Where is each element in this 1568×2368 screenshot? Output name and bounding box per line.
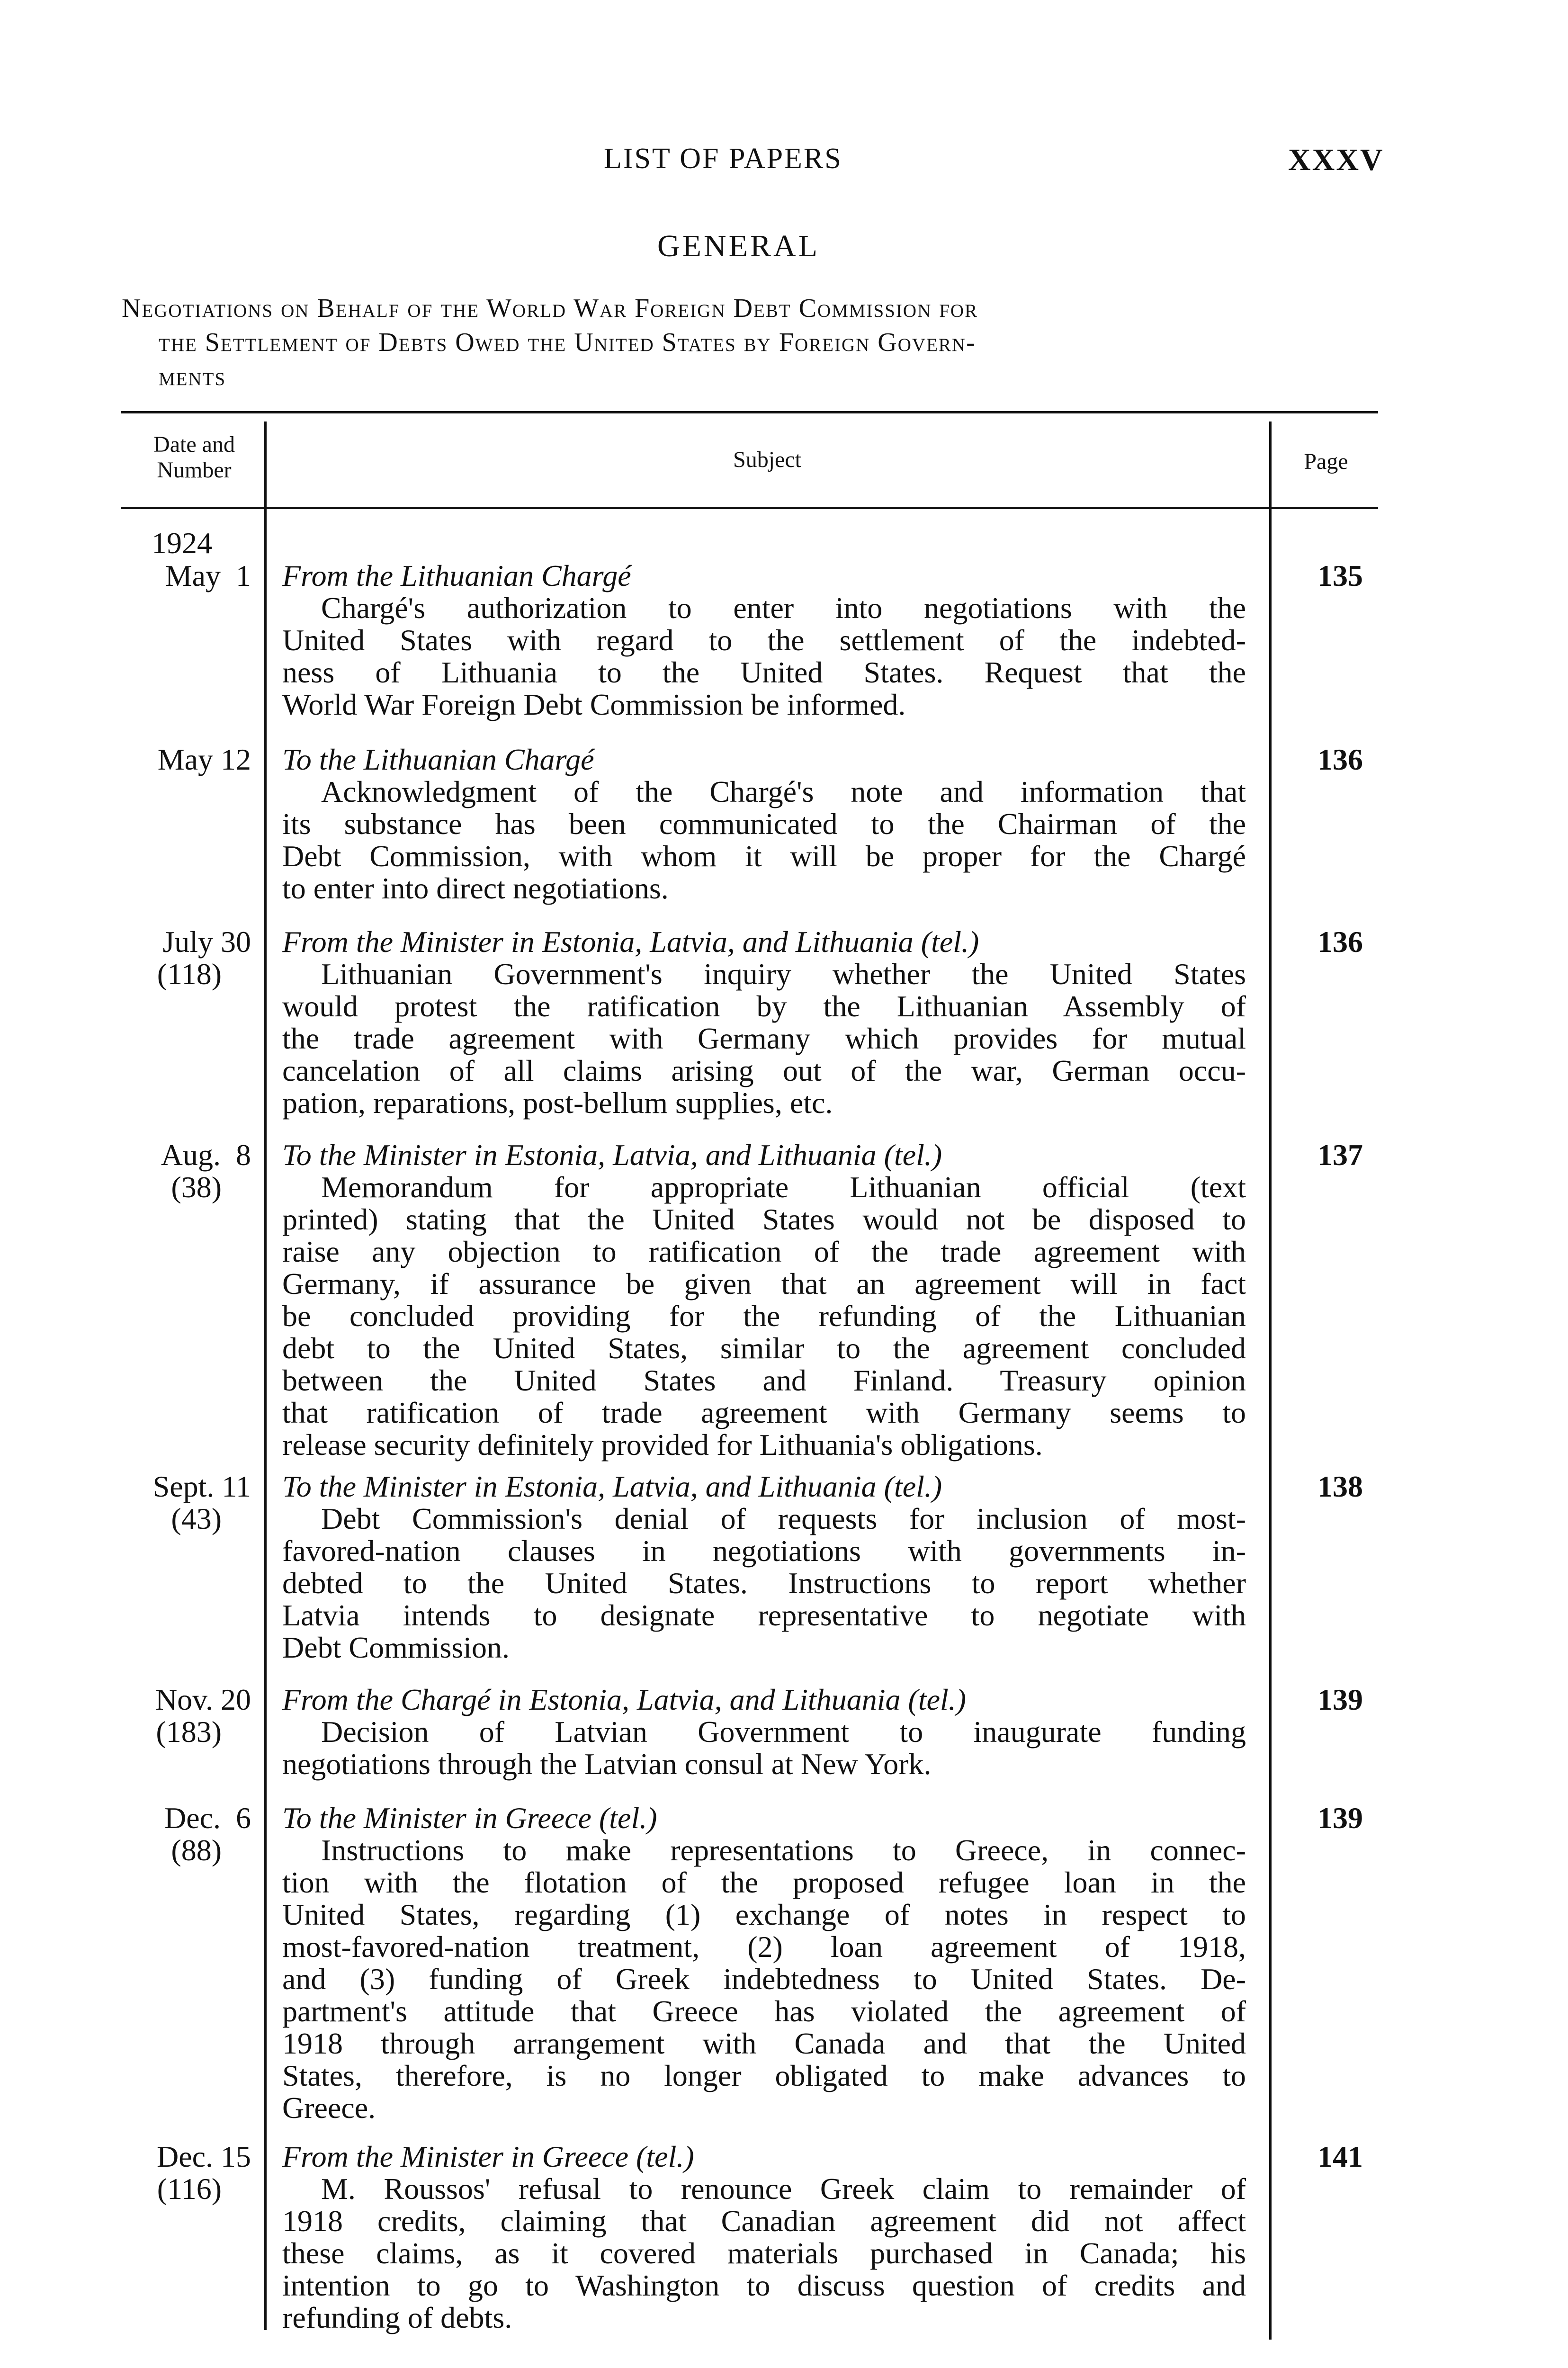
entry-subject-line: refunding of debts. xyxy=(282,2301,512,2334)
entry-correspondent: From the Minister in Greece (tel.) xyxy=(282,2140,694,2173)
entry-subject-line: debted to the United States. Instructions to report whether xyxy=(282,1566,1246,1600)
column-divider-left xyxy=(264,422,267,2330)
date-column-header xyxy=(128,432,260,483)
entry-subject-line: 1918 through arrangement with Canada and that the United xyxy=(282,2027,1246,2060)
entry-subject-line: to enter into direct negotiations. xyxy=(282,871,669,905)
entry-date-cell xyxy=(109,1684,251,1748)
entry-date: Sept. 11 xyxy=(152,1470,251,1503)
entry-date-cell xyxy=(109,744,251,776)
entry-number: (43) xyxy=(171,1502,222,1535)
entry-date: Dec. 15 xyxy=(156,2140,251,2173)
entry-subject-line: debt to the United States, similar to the agreement concluded xyxy=(282,1331,1246,1365)
entry-date-cell xyxy=(109,1802,251,1866)
heading-line: ments xyxy=(159,362,226,391)
entry-subject-cell xyxy=(282,1802,1246,2124)
running-title: LIST OF PAPERS xyxy=(604,143,842,175)
entry-number: (116) xyxy=(157,2172,222,2206)
entry-subject-line: ness of Lithuania to the United States. Request that the xyxy=(282,655,1246,689)
entry-subject-line: Latvia intends to designate representative to negotiate with xyxy=(282,1598,1246,1632)
entry-number: (183) xyxy=(156,1715,222,1749)
entry-date: May 12 xyxy=(157,743,251,776)
entry-subject-line: Memorandum for appropriate Lithuanian official (text xyxy=(321,1170,1246,1204)
entry-subject-line: pation, reparations, post-bellum supplies, etc. xyxy=(282,1086,833,1120)
entry-subject-line: Decision of Latvian Government to inaugurate funding xyxy=(321,1715,1246,1749)
table-top-rule xyxy=(121,411,1378,413)
entry-subject-line: negotiations through the Latvian consul at New York. xyxy=(282,1747,932,1781)
heading-line: Negotiations on Behalf of the World War Foreign Debt Commission for xyxy=(122,294,978,323)
entry-subject-line: these claims, as it covered materials purchased in Canada; his xyxy=(282,2236,1246,2270)
entry-subject-line: Instructions to make representations to Greece, in connec- xyxy=(321,1833,1246,1867)
entry-subject-line: Lithuanian Government's inquiry whether the United States xyxy=(321,957,1246,991)
section-title: GENERAL xyxy=(657,229,820,263)
entry-correspondent: To the Minister in Estonia, Latvia, and Lithuania (tel.) xyxy=(282,1470,942,1503)
entry-subject-line: partment's attitude that Greece has violated the agreement of xyxy=(282,1994,1246,2028)
entry-subject-line: the trade agreement with Germany which provides for mutual xyxy=(282,1022,1246,1055)
subsection-heading xyxy=(122,291,1384,394)
entry-subject-line: its substance has been communicated to the Chairman of the xyxy=(282,807,1246,841)
year-label: 1924 xyxy=(152,526,212,560)
entry-page: 137 xyxy=(1317,1138,1363,1172)
entry-subject-line: between the United States and Finland. Treasury opinion xyxy=(282,1363,1246,1397)
entry-subject-line: cancelation of all claims arising out of the war, German occu- xyxy=(282,1054,1246,1087)
entry-subject-line: United States, regarding (1) exchange of notes in respect to xyxy=(282,1898,1246,1931)
entry-subject-cell xyxy=(282,560,1246,721)
entry-subject-line: Debt Commission. xyxy=(282,1631,510,1664)
entry-subject-line: Debt Commission's denial of requests for inclusion of most- xyxy=(321,1502,1246,1535)
entry-number: (88) xyxy=(171,1833,222,1867)
entry-subject-cell xyxy=(282,1139,1246,1461)
entry-subject-line: Debt Commission, with whom it will be proper for the Chargé xyxy=(282,839,1246,873)
entry-subject-line: printed) stating that the United States would not be disposed to xyxy=(282,1202,1246,1236)
entry-number: (38) xyxy=(171,1170,222,1204)
entry-page: 138 xyxy=(1317,1470,1363,1503)
entry-subject-line: that ratification of trade agreement with Germany seems to xyxy=(282,1396,1246,1429)
entry-subject-line: Chargé's authorization to enter into negotiations with the xyxy=(321,591,1246,625)
column-divider-right xyxy=(1269,422,1272,2340)
entry-date-cell xyxy=(109,1139,251,1203)
entry-subject-line: be concluded providing for the refunding of the Lithuanian xyxy=(282,1299,1246,1333)
page-column-header: Page xyxy=(1304,449,1348,474)
entry-date-cell xyxy=(109,2141,251,2205)
entry-correspondent: To the Minister in Estonia, Latvia, and Lithuania (tel.) xyxy=(282,1138,942,1172)
entry-subject-line: United States with regard to the settlement of the indebted- xyxy=(282,623,1246,657)
date-header-line2: Number xyxy=(157,457,232,483)
entry-page: 135 xyxy=(1317,559,1363,592)
entry-subject-line: World War Foreign Debt Commission be informed. xyxy=(282,688,906,721)
entry-subject-line: 1918 credits, claiming that Canadian agreement did not affect xyxy=(282,2204,1246,2238)
entry-correspondent: To the Minister in Greece (tel.) xyxy=(282,1801,657,1835)
entry-date: Nov. 20 xyxy=(155,1683,251,1716)
entry-subject-cell xyxy=(282,1471,1246,1664)
entry-date-cell xyxy=(109,926,251,990)
entry-date: July 30 xyxy=(162,925,251,959)
entry-correspondent: From the Lithuanian Chargé xyxy=(282,559,631,592)
entry-subject-line: tion with the flotation of the proposed refugee loan in the xyxy=(282,1866,1246,1899)
entry-date-cell xyxy=(109,560,251,592)
heading-line: the Settlement of Debts Owed the United States by Foreign Govern- xyxy=(159,328,976,357)
entry-subject-cell xyxy=(282,2141,1246,2334)
entry-subject-cell xyxy=(282,1684,1246,1780)
entry-subject-line: and (3) funding of Greek indebtedness to United States. De- xyxy=(282,1962,1246,1996)
entry-subject-line: M. Roussos' refusal to renounce Greek claim to remainder of xyxy=(321,2172,1246,2206)
entry-subject-line: Germany, if assurance be given that an agreement will in fact xyxy=(282,1267,1246,1301)
entry-subject-cell xyxy=(282,744,1246,905)
page-number: XXXV xyxy=(1288,143,1384,177)
table-header-rule xyxy=(121,507,1378,509)
entry-subject-line: raise any objection to ratification of the trade agreement with xyxy=(282,1235,1246,1268)
entry-subject-line: States, therefore, is no longer obligated to make advances to xyxy=(282,2059,1246,2092)
entry-correspondent: From the Chargé in Estonia, Latvia, and Lithuania (tel.) xyxy=(282,1683,967,1716)
entry-correspondent: To the Lithuanian Chargé xyxy=(282,743,594,776)
entry-correspondent: From the Minister in Estonia, Latvia, and Lithuania (tel.) xyxy=(282,925,979,959)
subject-column-header: Subject xyxy=(733,447,801,472)
entry-subject-line: favored-nation clauses in negotiations with governments in- xyxy=(282,1534,1246,1568)
entry-date: Aug. 8 xyxy=(161,1138,251,1172)
entry-subject-line: most-favored-nation treatment, (2) loan agreement of 1918, xyxy=(282,1930,1246,1964)
entry-subject-cell xyxy=(282,926,1246,1119)
entry-page: 136 xyxy=(1317,743,1363,776)
entry-page: 139 xyxy=(1317,1683,1363,1716)
entry-subject-line: Greece. xyxy=(282,2091,376,2125)
entry-subject-line: release security definitely provided for Lithuania's obligations. xyxy=(282,1428,1043,1462)
entry-date-cell xyxy=(109,1471,251,1535)
entry-number: (118) xyxy=(157,957,222,991)
entry-subject-line: Acknowledgment of the Chargé's note and information that xyxy=(321,775,1246,808)
entry-subject-line: intention to go to Washington to discuss question of credits and xyxy=(282,2269,1246,2302)
entry-subject-line: would protest the ratification by the Lithuanian Assembly of xyxy=(282,989,1246,1023)
entry-date: Dec. 6 xyxy=(164,1801,251,1835)
running-head xyxy=(0,142,1568,185)
entry-date: May 1 xyxy=(165,559,251,592)
entry-page: 139 xyxy=(1317,1801,1363,1835)
entry-page: 141 xyxy=(1317,2140,1363,2173)
date-header-line1: Date and xyxy=(153,432,235,457)
entry-page: 136 xyxy=(1317,925,1363,959)
